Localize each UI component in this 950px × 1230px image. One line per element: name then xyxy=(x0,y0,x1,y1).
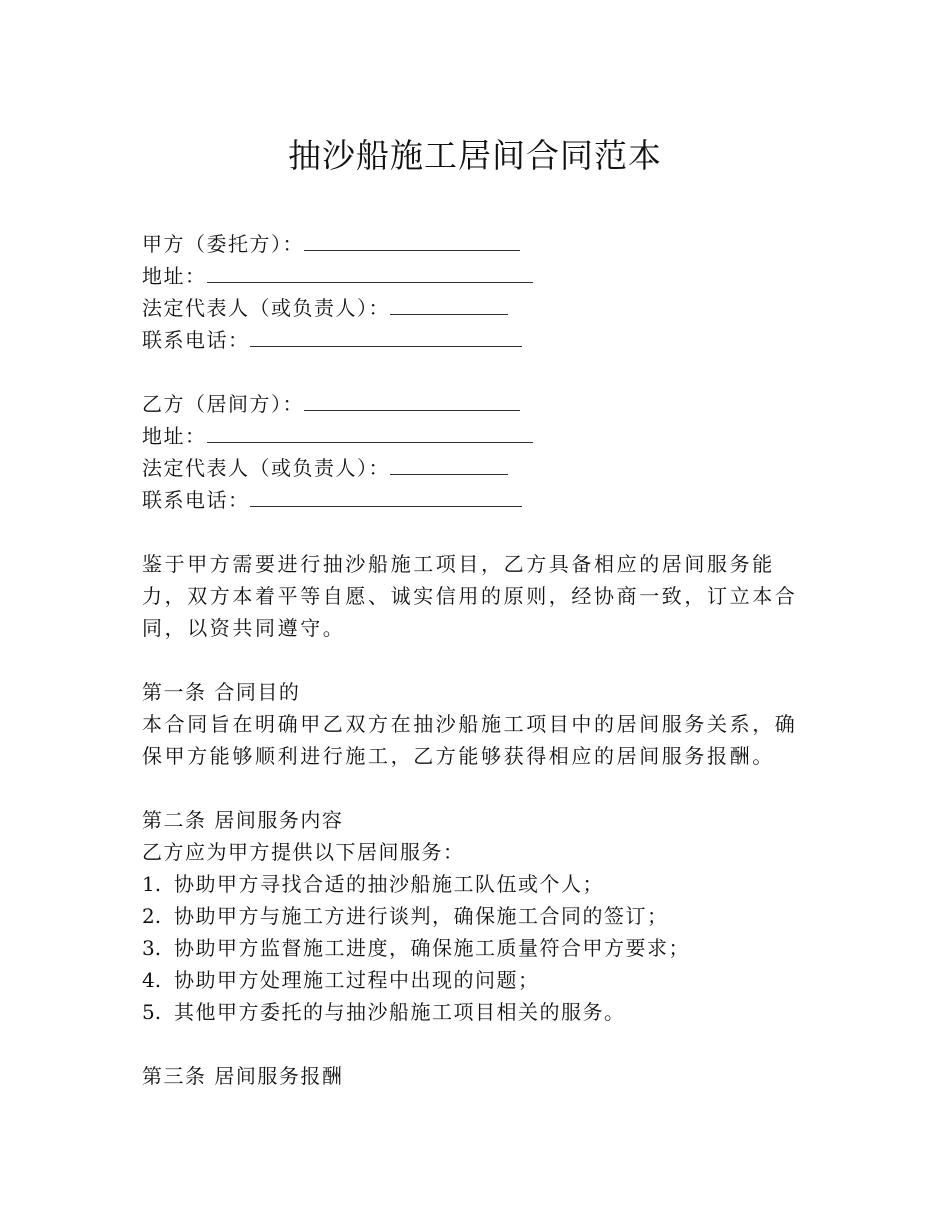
party-b-rep-label: 法定代表人（或负责人）： xyxy=(142,456,390,480)
party-a-phone-line xyxy=(142,324,802,356)
list-item-number: 3. xyxy=(142,936,162,960)
list-item xyxy=(142,932,802,964)
preamble-paragraph: 鉴于甲方需要进行抽沙船施工项目，乙方具备相应的居间服务能力，双方本着平等自愿、诚实信用的原则，经协商一致，订立本合同，以资共同遵守。 xyxy=(142,552,798,640)
party-b-name-blank xyxy=(304,388,520,411)
party-b-address-label: 地址： xyxy=(142,424,207,448)
party-a-name-blank xyxy=(304,228,520,251)
party-a-address-blank xyxy=(207,260,533,283)
party-a-name-label: 甲方（委托方）： xyxy=(142,232,304,256)
article2-intro: 乙方应为甲方提供以下居间服务： xyxy=(142,840,465,864)
party-a-phone-label: 联系电话： xyxy=(142,328,250,352)
party-b-name-label: 乙方（居间方）： xyxy=(142,392,304,416)
party-a-phone-blank xyxy=(250,324,522,347)
list-item-number: 5. xyxy=(142,1000,162,1024)
party-b-name-line xyxy=(142,388,802,420)
list-item-number: 4. xyxy=(142,968,162,992)
party-a-address-line xyxy=(142,260,802,292)
document-title: 抽沙船施工居间合同范本 xyxy=(288,136,662,175)
list-item xyxy=(142,868,802,900)
party-a-rep-line xyxy=(142,292,802,324)
article2-heading: 第二条 居间服务内容 xyxy=(142,808,344,832)
party-b-phone-label: 联系电话： xyxy=(142,488,250,512)
article1-text: 本合同旨在明确甲乙双方在抽沙船施工项目中的居间服务关系，确保甲方能够顺利进行施工，乙方能够获得相应的居间服务报酬。 xyxy=(142,712,798,768)
list-item-number: 2. xyxy=(142,904,162,928)
list-item-text: 协助甲方寻找合适的抽沙船施工队伍或个人； xyxy=(174,872,604,896)
list-item xyxy=(142,996,802,1028)
list-item-text: 协助甲方与施工方进行谈判，确保施工合同的签订； xyxy=(174,904,669,928)
list-item-text: 协助甲方处理施工过程中出现的问题； xyxy=(174,968,540,992)
party-b-rep-blank xyxy=(390,452,508,475)
document-body xyxy=(142,228,802,1092)
party-a-name-line xyxy=(142,228,802,260)
party-b-address-blank xyxy=(207,420,533,443)
party-b-phone-blank xyxy=(250,484,522,507)
party-a-rep-blank xyxy=(390,292,508,315)
list-item xyxy=(142,900,802,932)
article1-heading: 第一条 合同目的 xyxy=(142,680,301,704)
party-a-address-label: 地址： xyxy=(142,264,207,288)
list-item-text: 其他甲方委托的与抽沙船施工项目相关的服务。 xyxy=(174,1000,626,1024)
list-item-text: 协助甲方监督施工进度，确保施工质量符合甲方要求； xyxy=(174,936,690,960)
party-a-rep-label: 法定代表人（或负责人）： xyxy=(142,296,390,320)
party-b-address-line xyxy=(142,420,802,452)
party-b-rep-line xyxy=(142,452,802,484)
list-item xyxy=(142,964,802,996)
list-item-number: 1. xyxy=(142,872,162,896)
party-b-phone-line xyxy=(142,484,802,516)
article3-heading: 第三条 居间服务报酬 xyxy=(142,1064,344,1088)
